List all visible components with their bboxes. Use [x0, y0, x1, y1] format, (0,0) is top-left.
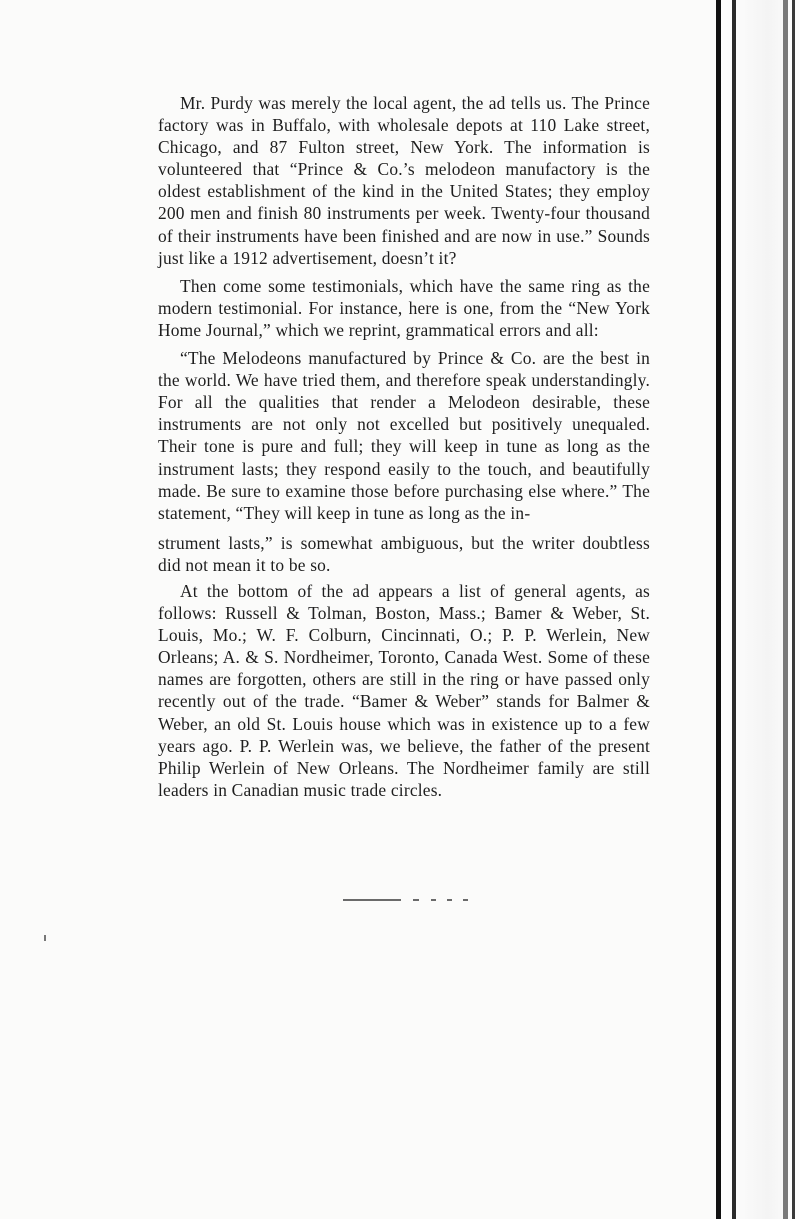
- section-end-ornament: [343, 897, 473, 903]
- page-edge-bar: [716, 0, 721, 1219]
- paragraph-4-continuation: strument lasts,” is somewhat ambiguous, but the writer doubtless did not mean it to be so.: [158, 532, 650, 575]
- page-edge-bar: [792, 0, 795, 1219]
- paragraph-1: Mr. Purdy was merely the local agent, the ad tells us. The Prince factory was in Buffalo, with wholesale depots at 110 Lake street, Chicago, and 87 Fulton street, New York. The information is volunteered that “Prince & Co.’s melodeon manufactory is the oldest establishment of the kind in the United States; they employ 200 men and finish 80 instruments per week. Twenty-four thousand of their instruments have been finished and are now in use.” Sounds just like a 1912 advertisement, doesn’t it?: [158, 93, 650, 268]
- scan-speck: [44, 935, 46, 941]
- paragraph-3-quote: “The Melodeons manufactured by Prince & Co. are the best in the world. We have tried them, and therefore speak understandingly. For all the qualities that render a Melodeon desirable, these instruments are not only not excelled but positively unequaled. Their tone is pure and full; they will keep in tune as long as the instrument lasts; they respond easily to the touch, and beautifully made. Be sure to examine those before purchasing else where.” The statement, “They will keep in tune as long as the in-: [158, 348, 650, 523]
- page-edge-bar: [732, 0, 736, 1219]
- paragraph-2: Then come some testimonials, which have the same ring as the modern testimonial. For instance, here is one, from the “New York Home Journal,” which we reprint, grammatical errors and all:: [158, 275, 650, 340]
- page-edge-bar: [783, 0, 788, 1219]
- paragraph-5: At the bottom of the ad appears a list of general agents, as follows: Russell & Tolman, Boston, Mass.; Bamer & Weber, St. Louis, Mo.; W. F. Colburn, Cincinnati, O.; P. P. Werlein, New Orleans; A. & S. Nordheimer, Toronto, Canada West. Some of these names are forgotten, others are still in the ring or have passed only recently out of the trade. “Bamer & Weber” stands for Balmer & Weber, an old St. Louis house which was in existence up to a few years ago. P. P. Werlein was, we believe, the father of the present Philip Werlein of New Orleans. The Nordheimer family are still leaders in Canadian music trade circles.: [158, 580, 650, 800]
- article-body: [158, 92, 650, 807]
